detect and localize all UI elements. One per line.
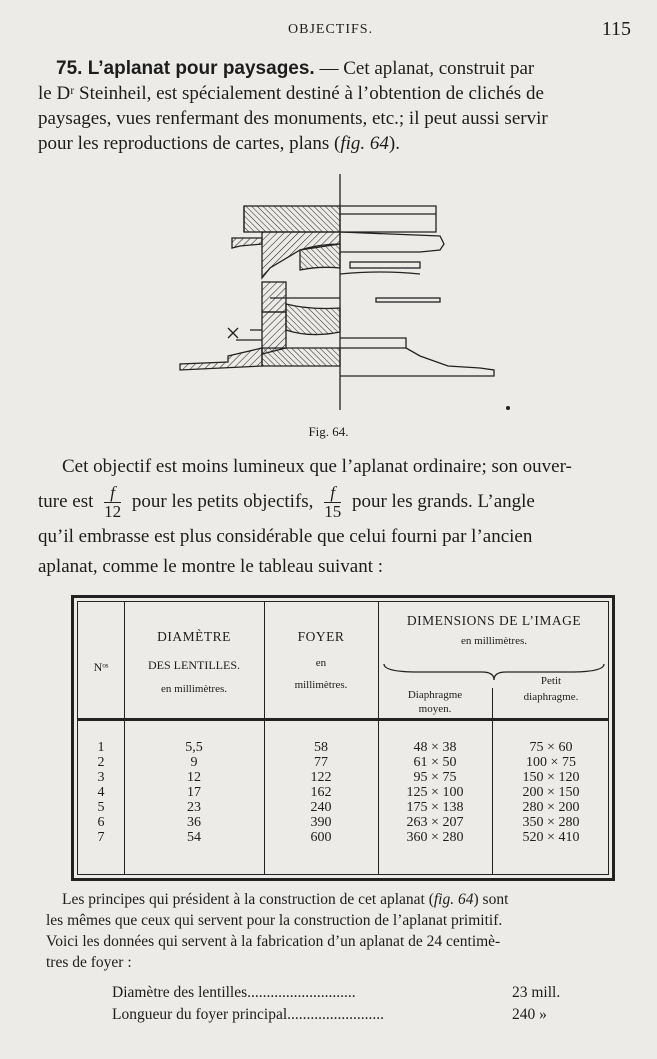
table-row [78, 785, 608, 800]
cell-diam: 36 [187, 815, 201, 830]
cell-petit: 75 × 60 [529, 740, 573, 755]
header-diam-unit: en millimètres. [161, 683, 227, 695]
body-line2-c: pour les grands. L’angle [351, 491, 535, 512]
cell-foyer: 77 [314, 755, 328, 770]
body-line1: Cet objectif est moins lumineux que l’aplanat ordinaire; son ouver- [62, 456, 572, 477]
data-table [71, 595, 615, 881]
header-moyen-2: moyen. [418, 703, 452, 715]
cell-foyer: 162 [310, 785, 332, 800]
closing-line2: les mêmes que ceux qui servent pour la construction de l’aplanat primitif. [46, 912, 503, 929]
cell-moyen: 61 × 50 [413, 755, 457, 770]
header-foyer-en: en [315, 657, 327, 669]
body-line3: qu’il embrasse est plus considérable que celui fourni par l’ancien [38, 526, 533, 547]
header-rule [78, 718, 608, 721]
fraction-large-objectives [324, 484, 341, 521]
right-exterior [340, 206, 494, 376]
running-head [0, 18, 657, 44]
para1-line1 [38, 56, 634, 81]
body-line2-b: pour les petits objectifs, [131, 491, 314, 512]
body-line2-a: ture est [38, 491, 94, 512]
cell-no: 6 [97, 815, 105, 830]
spec-line [112, 1006, 582, 1028]
spec-label: Diamètre des lentilles............................ [112, 984, 356, 1001]
closing-line4: tres de foyer : [46, 954, 132, 971]
para1-line4-post: ). [388, 133, 400, 154]
header-des-lentilles: DES LENTILLES. [148, 658, 240, 672]
cell-petit: 280 × 200 [522, 800, 580, 815]
header-dimensions: DIMENSIONS DE L’IMAGE [406, 613, 582, 628]
spec-value: 23 mill. [512, 984, 561, 1001]
cell-moyen: 263 × 207 [406, 815, 464, 830]
closing-paragraph [46, 889, 640, 973]
page-number: 115 [601, 18, 631, 40]
section-paragraph [38, 56, 634, 156]
figure-reference: fig. 64 [340, 133, 389, 154]
table-row [78, 815, 608, 830]
body-line4: aplanat, comme le montre le tableau suivant : [38, 556, 384, 577]
cell-no: 7 [97, 830, 105, 845]
closing-line1-post: ) sont [473, 891, 509, 908]
left-section [180, 206, 340, 370]
cell-no: 1 [97, 740, 105, 755]
cell-moyen: 175 × 138 [406, 800, 464, 815]
frac2-denominator: 15 [324, 502, 342, 522]
closing-line1-pre: Les principes qui président à la construction de cet aplanat ( [62, 891, 434, 908]
speck [506, 406, 510, 410]
cell-no: 2 [97, 755, 105, 770]
cell-diam: 9 [190, 755, 198, 770]
header-foyer: FOYER [297, 629, 345, 644]
cell-moyen: 95 × 75 [413, 770, 457, 785]
table-row [78, 755, 608, 770]
para1-line2: le Dʳ Steinheil, est spécialement destiné à l’obtention de clichés de [38, 83, 544, 104]
cell-petit: 100 × 75 [526, 755, 576, 770]
closing-line3: Voici les données qui servent à la fabrication d’un aplanat de 24 centimè- [46, 933, 501, 950]
cell-foyer: 58 [314, 740, 328, 755]
cell-diam: 5,5 [185, 740, 203, 755]
figure-caption: Fig. 64. [308, 424, 349, 439]
spec-line [112, 984, 582, 1006]
body-line2 [38, 482, 634, 522]
header-petit-2: diaphragme. [523, 691, 579, 703]
header-diametre: DIAMÈTRE [157, 629, 231, 644]
table-row [78, 770, 608, 785]
figure-reference: fig. 64 [433, 891, 474, 908]
cell-no: 4 [97, 785, 105, 800]
table-inner-frame [77, 601, 609, 875]
section-title: 75. L’aplanat pour paysages. [56, 58, 315, 79]
body-paragraph [38, 452, 634, 582]
cell-moyen: 360 × 280 [406, 830, 464, 845]
header-foyer-unit: millimètres. [294, 679, 348, 691]
lens-cross-section-drawing [0, 170, 657, 440]
cell-moyen: 125 × 100 [406, 785, 464, 800]
cell-petit: 200 × 150 [522, 785, 580, 800]
cell-diam: 12 [187, 770, 201, 785]
header-nos: Nᵒˢ [93, 660, 109, 674]
cell-petit: 350 × 280 [522, 815, 580, 830]
fraction-small-objectives [104, 484, 121, 521]
header-dimensions-unit: en millimètres. [461, 635, 527, 647]
closing-line1 [46, 889, 640, 910]
cell-petit: 150 × 120 [522, 770, 580, 785]
para1-line1-rest: — Cet aplanat, construit par [314, 58, 535, 79]
spec-label: Longueur du foyer principal......................... [112, 1006, 385, 1023]
spec-value: 240 » [512, 1006, 547, 1023]
header-moyen-1: Diaphragme [407, 689, 463, 701]
cell-petit: 520 × 410 [522, 830, 580, 845]
frac1-numerator: f [104, 484, 121, 503]
para1-line4 [38, 131, 634, 156]
cell-foyer: 240 [310, 800, 332, 815]
table-row [78, 800, 608, 815]
cell-diam: 17 [187, 785, 201, 800]
cell-foyer: 122 [310, 770, 332, 785]
frac2-numerator: f [324, 484, 341, 503]
cell-foyer: 600 [310, 830, 332, 845]
frac1-denominator: 12 [104, 502, 122, 522]
header-petit-1: Petit [540, 675, 562, 687]
para1-line3: paysages, vues renfermant des monuments, etc.; il peut aussi servir [38, 108, 548, 129]
lens-diagram [0, 170, 657, 440]
running-title: OBJECTIFS. [288, 22, 374, 37]
cell-diam: 23 [187, 800, 201, 815]
table-row [78, 830, 608, 845]
cell-moyen: 48 × 38 [413, 740, 457, 755]
cell-diam: 54 [187, 830, 201, 845]
para1-line4-pre: pour les reproductions de cartes, plans ( [38, 133, 341, 154]
table-row [78, 740, 608, 755]
cell-foyer: 390 [310, 815, 332, 830]
cell-no: 3 [97, 770, 105, 785]
cell-no: 5 [97, 800, 105, 815]
